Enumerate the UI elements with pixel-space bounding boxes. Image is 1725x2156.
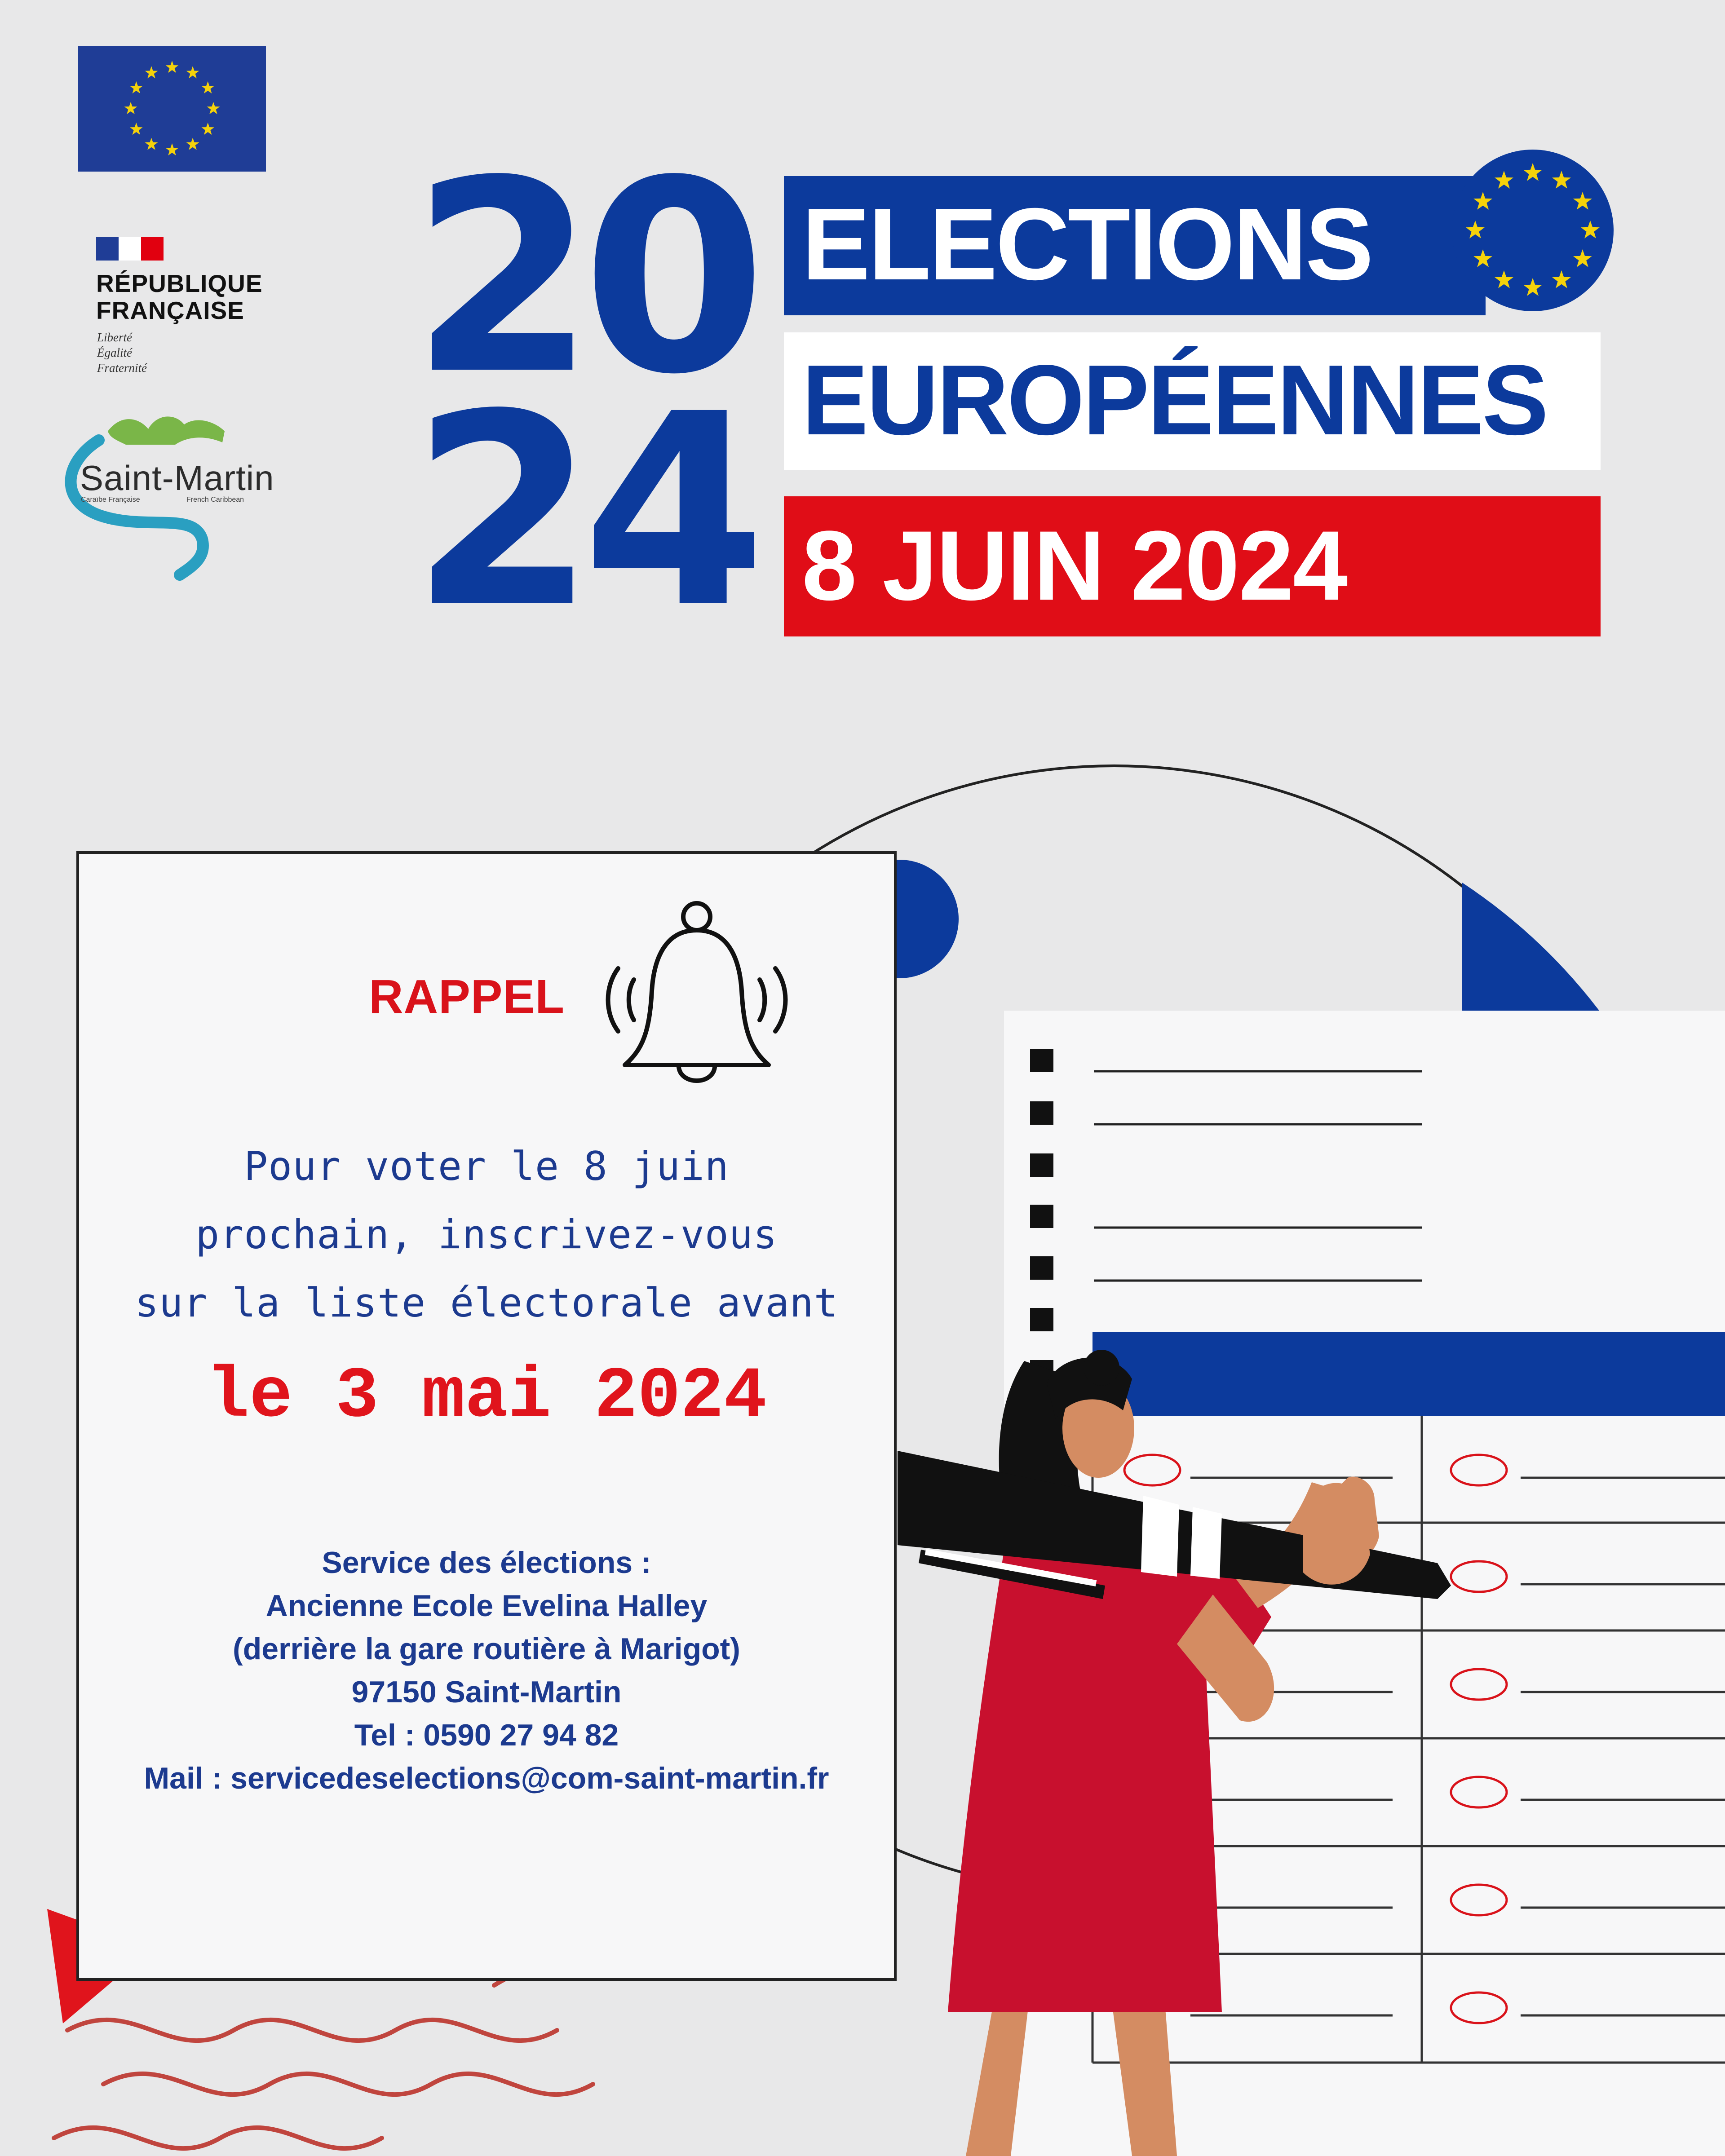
eu-star: [1466, 221, 1485, 239]
republique-francaise-logo: [96, 237, 267, 381]
reminder-line-3: sur la liste électorale avant: [135, 1280, 838, 1326]
service-postal-code: 97150 Saint-Martin: [351, 1675, 622, 1709]
vote-ovals: [1124, 1455, 1507, 2023]
rappel-label: RAPPEL: [369, 970, 565, 1023]
eu-stars-icon: [78, 46, 266, 172]
eu-star: [145, 66, 158, 78]
eu-stars-circle-icon: [1452, 150, 1614, 311]
eu-star: [1523, 163, 1542, 181]
title-elections: ELECTIONS: [802, 187, 1372, 301]
ballot-table-header: [1092, 1332, 1725, 1416]
rf-motto-egalite: Égalité: [97, 346, 132, 359]
rf-name-line1: RÉPUBLIQUE: [96, 270, 263, 297]
eu-star: [207, 102, 220, 114]
service-title: Service des élections :: [322, 1546, 651, 1580]
eu-flag: [78, 46, 266, 172]
eu-star: [166, 143, 179, 155]
eu-star: [166, 61, 179, 73]
eu-star: [1552, 270, 1571, 288]
year-bottom-digits: 24: [411, 358, 753, 666]
eu-star: [1581, 221, 1600, 239]
reminder-card: [76, 851, 897, 1981]
eu-star: [130, 81, 143, 93]
rf-motto-liberte: Liberté: [97, 331, 132, 344]
service-phone: Tel : 0590 27 94 82: [354, 1718, 619, 1752]
eu-star: [1573, 249, 1592, 267]
ballot-lines: [1094, 1071, 1422, 1281]
saint-martin-sub-left: Caraïbe Française: [81, 496, 140, 504]
eu-star: [186, 138, 199, 150]
vote-lines: [1190, 1478, 1725, 2015]
french-flag-icon: [96, 237, 164, 261]
eu-star: [145, 138, 158, 150]
eu-star: [1552, 171, 1571, 189]
banner-elections: [784, 176, 1486, 315]
service-address-line-2: (derrière la gare routière à Marigot): [233, 1632, 740, 1666]
eu-star: [1473, 192, 1492, 210]
saint-martin-name: Saint-Martin: [80, 458, 274, 498]
saint-martin-logo: [45, 404, 305, 593]
banner-date: [784, 496, 1601, 636]
bell-icon: [591, 897, 802, 1108]
reminder-text: [79, 1132, 894, 1337]
service-email: Mail : servicedeselections@com-saint-martin.fr: [144, 1761, 829, 1795]
woman-figure: [898, 1350, 1451, 2156]
eu-star: [1473, 249, 1492, 267]
ballot-table-grid: [1092, 1416, 1725, 2063]
saint-martin-sub-right: French Caribbean: [186, 496, 244, 504]
eu-star: [201, 123, 214, 135]
ballot-checklist: [1030, 1049, 1053, 1383]
election-date: 8 JUIN 2024: [802, 510, 1347, 621]
registration-deadline: le 3 mai 2024: [206, 1356, 767, 1438]
service-address-line-1: Ancienne Ecole Evelina Halley: [265, 1589, 708, 1623]
service-contact-info: [79, 1541, 894, 1800]
title-europeennes: EUROPÉENNES: [802, 345, 1547, 456]
eu-star: [124, 102, 137, 114]
reminder-line-1: Pour voter le 8 juin: [244, 1143, 729, 1189]
eu-star: [130, 123, 143, 135]
eu-star: [201, 81, 214, 93]
eu-star: [186, 66, 199, 78]
eu-star: [1523, 278, 1542, 296]
rf-name-line2: FRANÇAISE: [96, 296, 244, 324]
eu-star: [1573, 192, 1592, 210]
eu-star: [1495, 171, 1513, 189]
year-top-digits: 20: [411, 124, 753, 433]
blue-quarter-shape: [1462, 883, 1599, 1011]
reminder-line-2: prochain, inscrivez-vous: [195, 1211, 778, 1258]
ballot-paper: [1004, 1011, 1725, 2156]
red-squiggles: [54, 1958, 593, 2148]
rf-motto-fraternite: Fraternité: [97, 361, 147, 375]
eu-star: [1495, 270, 1513, 288]
banner-europeennes: [784, 332, 1601, 470]
